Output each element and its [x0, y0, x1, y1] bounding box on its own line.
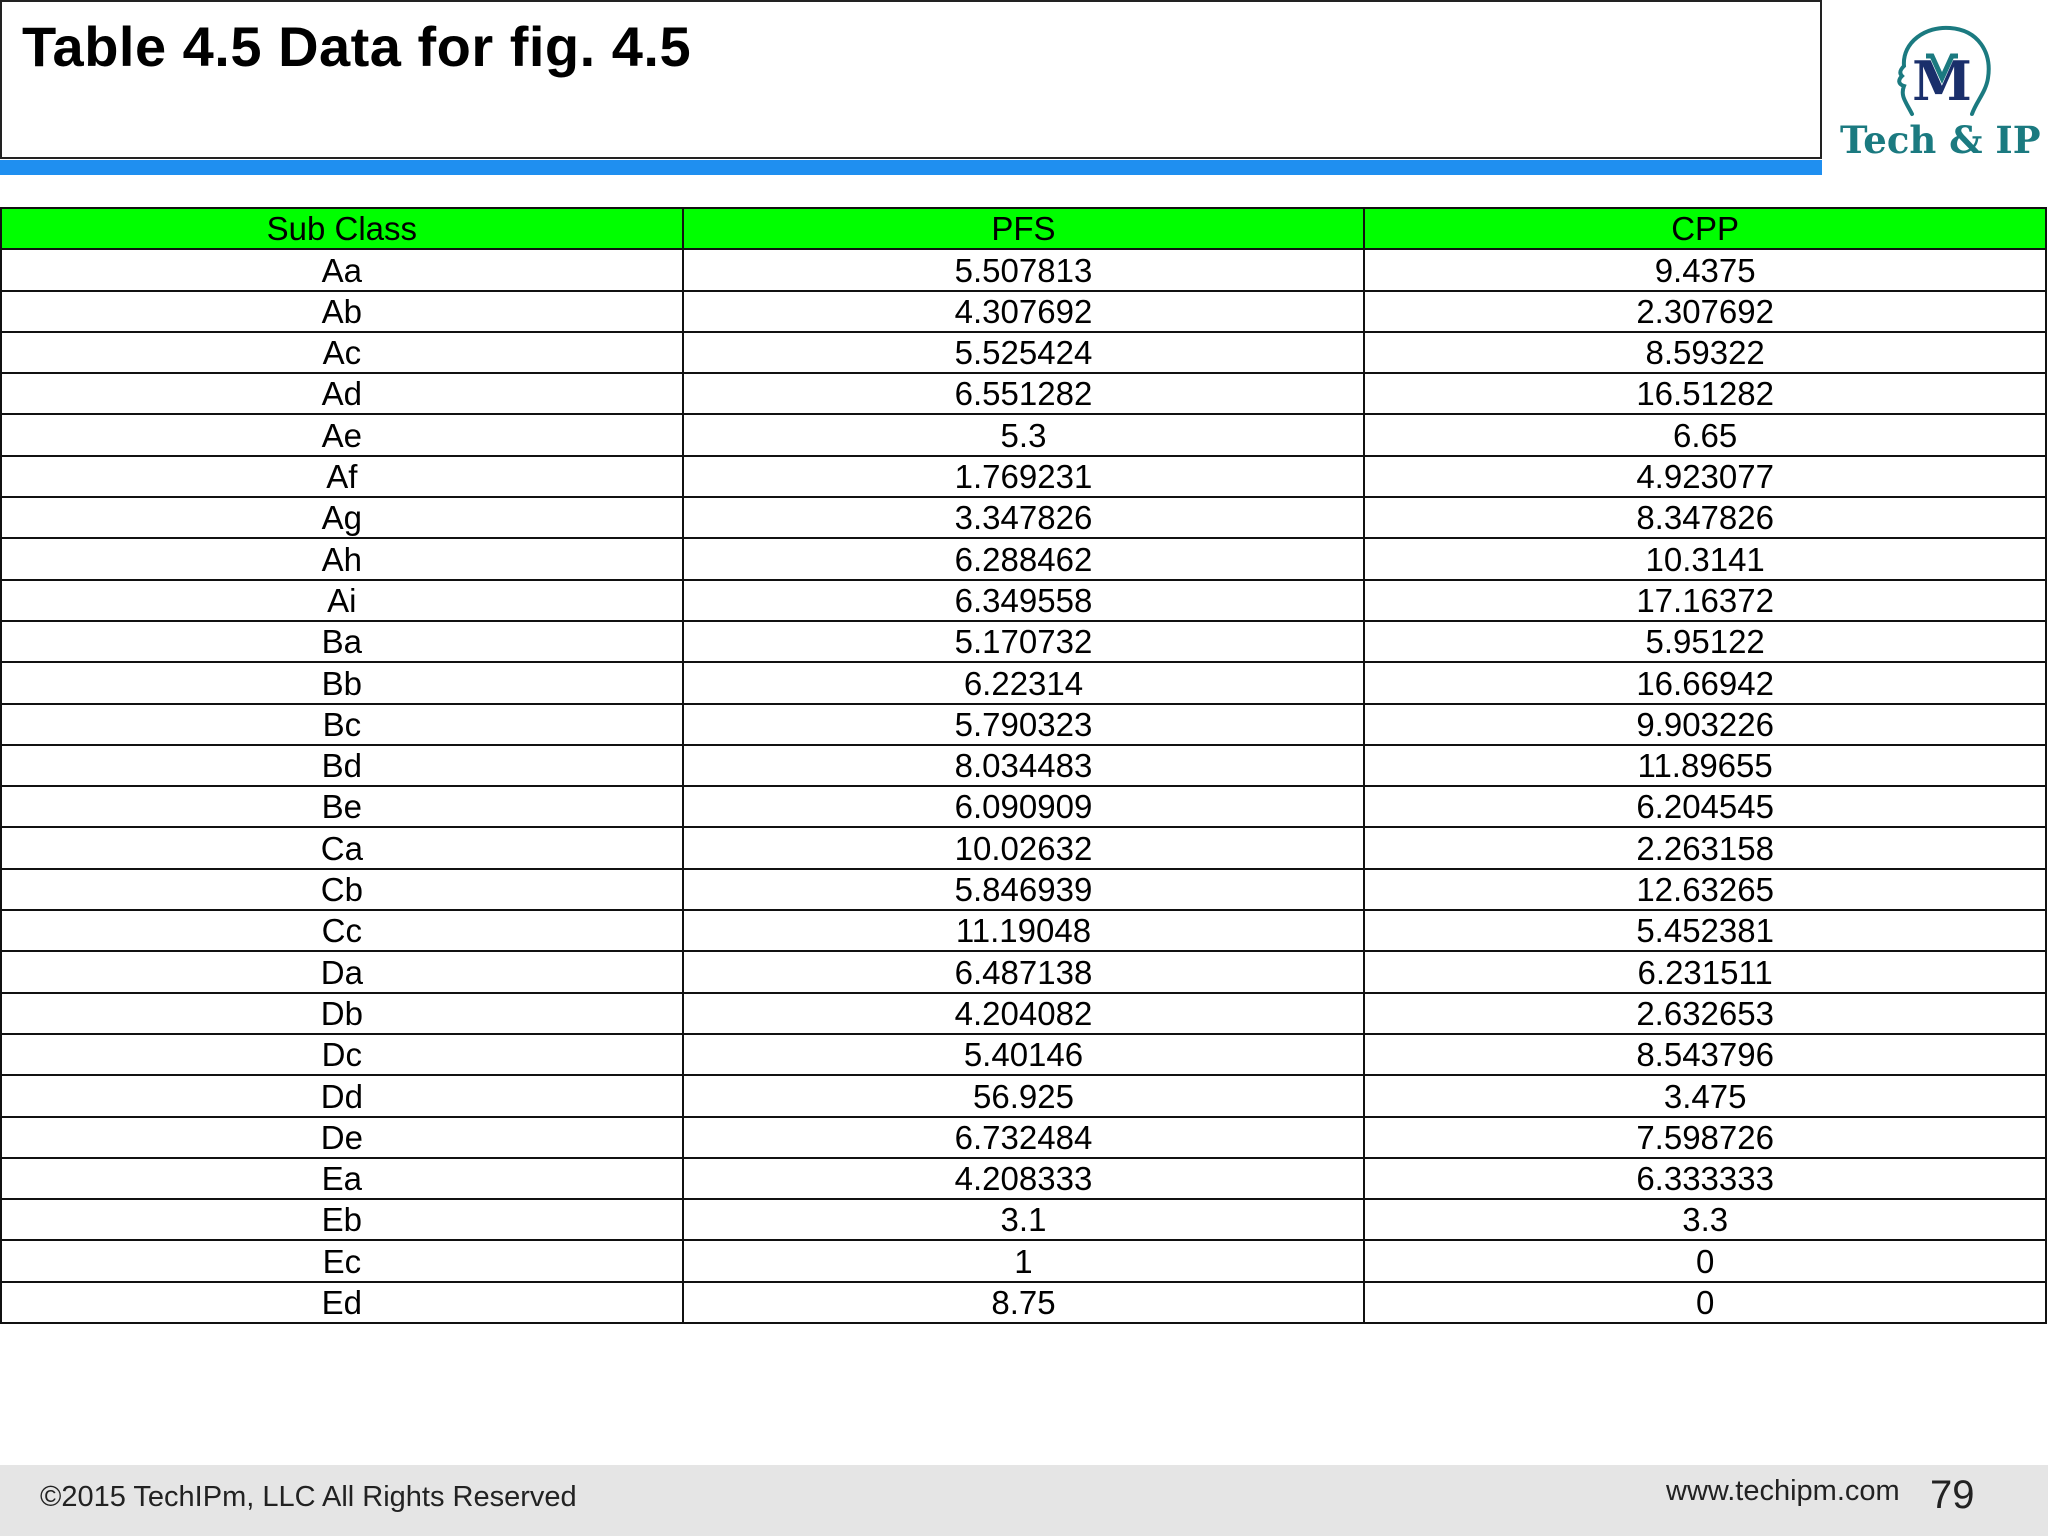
table-row	[1, 704, 2046, 745]
cell-pfs: 3.347826	[683, 497, 1365, 538]
cell-subclass: Af	[1, 456, 683, 497]
cell-subclass: Ad	[1, 373, 683, 414]
table-row	[1, 332, 2046, 373]
table-row	[1, 951, 2046, 992]
cell-subclass: Ah	[1, 538, 683, 579]
cell-pfs: 3.1	[683, 1199, 1365, 1240]
cell-subclass: Db	[1, 993, 683, 1034]
cell-cpp: 9.4375	[1364, 249, 2046, 290]
table-row	[1, 373, 2046, 414]
table-row	[1, 1282, 2046, 1323]
cell-cpp: 11.89655	[1364, 745, 2046, 786]
cell-cpp: 2.263158	[1364, 827, 2046, 868]
cell-cpp: 2.632653	[1364, 993, 2046, 1034]
table-row	[1, 786, 2046, 827]
cell-pfs: 5.40146	[683, 1034, 1365, 1075]
cell-subclass: Aa	[1, 249, 683, 290]
cell-pfs: 5.3	[683, 414, 1365, 455]
footer	[0, 1465, 2048, 1536]
cell-pfs: 6.288462	[683, 538, 1365, 579]
cell-cpp: 8.543796	[1364, 1034, 2046, 1075]
cell-subclass: Be	[1, 786, 683, 827]
table-row	[1, 910, 2046, 951]
column-header-pfs: PFS	[683, 208, 1365, 249]
table-row	[1, 827, 2046, 868]
cell-subclass: Da	[1, 951, 683, 992]
cell-pfs: 6.487138	[683, 951, 1365, 992]
table-row	[1, 497, 2046, 538]
cell-subclass: Ed	[1, 1282, 683, 1323]
cell-subclass: Ec	[1, 1240, 683, 1281]
cell-pfs: 6.732484	[683, 1117, 1365, 1158]
logo-text: Tech & IP	[1840, 118, 2041, 162]
title-box	[0, 0, 1822, 159]
table-row	[1, 538, 2046, 579]
cell-subclass: De	[1, 1117, 683, 1158]
cell-subclass: Ea	[1, 1158, 683, 1199]
cell-cpp: 3.475	[1364, 1075, 2046, 1116]
page-number: 79	[1930, 1473, 1975, 1517]
table-row	[1, 993, 2046, 1034]
cell-pfs: 10.02632	[683, 827, 1365, 868]
head-profile-icon	[1840, 22, 2040, 122]
table-row	[1, 1199, 2046, 1240]
cell-pfs: 5.507813	[683, 249, 1365, 290]
cell-pfs: 6.551282	[683, 373, 1365, 414]
table-row	[1, 1075, 2046, 1116]
footer-copyright: ©2015 TechIPm, LLC All Rights Reserved	[40, 1481, 577, 1513]
cell-subclass: Ag	[1, 497, 683, 538]
cell-subclass: Dc	[1, 1034, 683, 1075]
cell-cpp: 16.51282	[1364, 373, 2046, 414]
cell-subclass: Eb	[1, 1199, 683, 1240]
cell-cpp: 2.307692	[1364, 291, 2046, 332]
cell-subclass: Ca	[1, 827, 683, 868]
table-row	[1, 745, 2046, 786]
cell-subclass: Cc	[1, 910, 683, 951]
cell-pfs: 8.75	[683, 1282, 1365, 1323]
cell-cpp: 8.347826	[1364, 497, 2046, 538]
cell-pfs: 1	[683, 1240, 1365, 1281]
footer-url: www.techipm.com	[1666, 1475, 1900, 1507]
cell-cpp: 5.452381	[1364, 910, 2046, 951]
cell-cpp: 8.59322	[1364, 332, 2046, 373]
cell-pfs: 11.19048	[683, 910, 1365, 951]
cell-pfs: 56.925	[683, 1075, 1365, 1116]
cell-cpp: 16.66942	[1364, 662, 2046, 703]
table-row	[1, 1240, 2046, 1281]
cell-cpp: 3.3	[1364, 1199, 2046, 1240]
cell-subclass: Dd	[1, 1075, 683, 1116]
table-row	[1, 249, 2046, 290]
cell-subclass: Ai	[1, 580, 683, 621]
cell-subclass: Ae	[1, 414, 683, 455]
table-row	[1, 291, 2046, 332]
table-header-row	[1, 208, 2046, 249]
cell-pfs: 5.846939	[683, 869, 1365, 910]
cell-pfs: 8.034483	[683, 745, 1365, 786]
cell-cpp: 7.598726	[1364, 1117, 2046, 1158]
cell-pfs: 1.769231	[683, 456, 1365, 497]
cell-cpp: 9.903226	[1364, 704, 2046, 745]
cell-cpp: 10.3141	[1364, 538, 2046, 579]
cell-subclass: Bc	[1, 704, 683, 745]
cell-pfs: 5.790323	[683, 704, 1365, 745]
cell-subclass: Cb	[1, 869, 683, 910]
cell-cpp: 6.204545	[1364, 786, 2046, 827]
cell-cpp: 12.63265	[1364, 869, 2046, 910]
data-table	[0, 207, 2047, 1324]
cell-cpp: 17.16372	[1364, 580, 2046, 621]
table-row	[1, 869, 2046, 910]
cell-cpp: 0	[1364, 1240, 2046, 1281]
cell-pfs: 6.090909	[683, 786, 1365, 827]
cell-subclass: Bd	[1, 745, 683, 786]
column-header-cpp: CPP	[1364, 208, 2046, 249]
cell-pfs: 6.22314	[683, 662, 1365, 703]
cell-subclass: Bb	[1, 662, 683, 703]
cell-cpp: 5.95122	[1364, 621, 2046, 662]
table-row	[1, 580, 2046, 621]
table-row	[1, 621, 2046, 662]
logo-mark: M	[1912, 49, 1972, 113]
cell-subclass: Ab	[1, 291, 683, 332]
table-row	[1, 456, 2046, 497]
cell-cpp: 6.65	[1364, 414, 2046, 455]
cell-cpp: 6.333333	[1364, 1158, 2046, 1199]
cell-pfs: 4.307692	[683, 291, 1365, 332]
cell-pfs: 4.204082	[683, 993, 1365, 1034]
table-row	[1, 1117, 2046, 1158]
cell-cpp: 0	[1364, 1282, 2046, 1323]
table-row	[1, 1158, 2046, 1199]
cell-pfs: 5.525424	[683, 332, 1365, 373]
cell-cpp: 6.231511	[1364, 951, 2046, 992]
title-accent-bar	[0, 160, 1822, 175]
table-row	[1, 662, 2046, 703]
table-row	[1, 414, 2046, 455]
cell-subclass: Ba	[1, 621, 683, 662]
column-header-subclass: Sub Class	[1, 208, 683, 249]
cell-pfs: 6.349558	[683, 580, 1365, 621]
table-body	[1, 249, 2046, 1323]
table-row	[1, 1034, 2046, 1075]
page-title: Table 4.5 Data for fig. 4.5	[22, 15, 692, 78]
cell-subclass: Ac	[1, 332, 683, 373]
cell-pfs: 5.170732	[683, 621, 1365, 662]
cell-cpp: 4.923077	[1364, 456, 2046, 497]
company-logo	[1840, 22, 2040, 172]
cell-pfs: 4.208333	[683, 1158, 1365, 1199]
